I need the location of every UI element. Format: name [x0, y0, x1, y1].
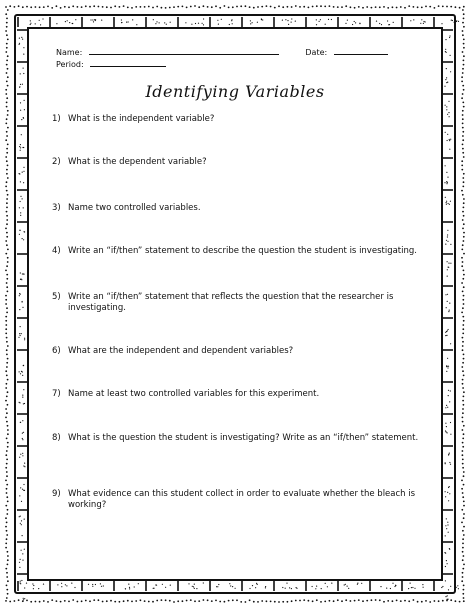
- question-5: [52, 292, 422, 314]
- question-number: 4): [52, 246, 61, 256]
- question-9: [52, 489, 422, 511]
- question-number: 5): [52, 292, 61, 302]
- question-text: Write an “if/then” statement that reflects the question that the researcher is investigating.: [68, 292, 394, 313]
- question-6: [52, 346, 422, 357]
- question-8: [52, 433, 422, 444]
- worksheet-title: Identifying Variables: [145, 82, 325, 101]
- question-text: What is the independent variable?: [68, 114, 215, 124]
- question-number: 3): [52, 203, 61, 213]
- question-4: [52, 246, 422, 257]
- period-row: [56, 58, 388, 70]
- worksheet-content: [34, 34, 436, 574]
- question-number: 2): [52, 157, 61, 167]
- question-text: What is the question the student is investigating? Write as an “if/then” statement.: [68, 433, 419, 443]
- question-number: 6): [52, 346, 61, 356]
- date-label: Date:: [305, 48, 328, 57]
- period-field[interactable]: [90, 58, 166, 67]
- question-number: 7): [52, 389, 61, 399]
- question-3: [52, 203, 422, 214]
- question-1: [52, 114, 422, 125]
- question-text: Name two controlled variables.: [68, 203, 201, 213]
- question-number: 8): [52, 433, 61, 443]
- question-number: 9): [52, 489, 61, 499]
- student-info-header: [56, 46, 388, 70]
- name-date-row: [56, 46, 388, 58]
- question-text: What evidence can this student collect in order to evaluate whether the bleach is working?: [68, 489, 416, 510]
- question-7: [52, 389, 422, 400]
- question-text: What is the dependent variable?: [68, 157, 207, 167]
- question-number: 1): [52, 114, 61, 124]
- question-2: [52, 157, 422, 168]
- name-field[interactable]: [89, 46, 279, 55]
- question-text: Write an “if/then” statement to describe the question the student is investigating.: [68, 246, 417, 256]
- period-label: Period:: [56, 60, 84, 69]
- question-text: Name at least two controlled variables for this experiment.: [68, 389, 320, 399]
- question-text: What are the independent and dependent variables?: [68, 346, 294, 356]
- date-field[interactable]: [334, 46, 388, 55]
- name-label: Name:: [56, 48, 83, 57]
